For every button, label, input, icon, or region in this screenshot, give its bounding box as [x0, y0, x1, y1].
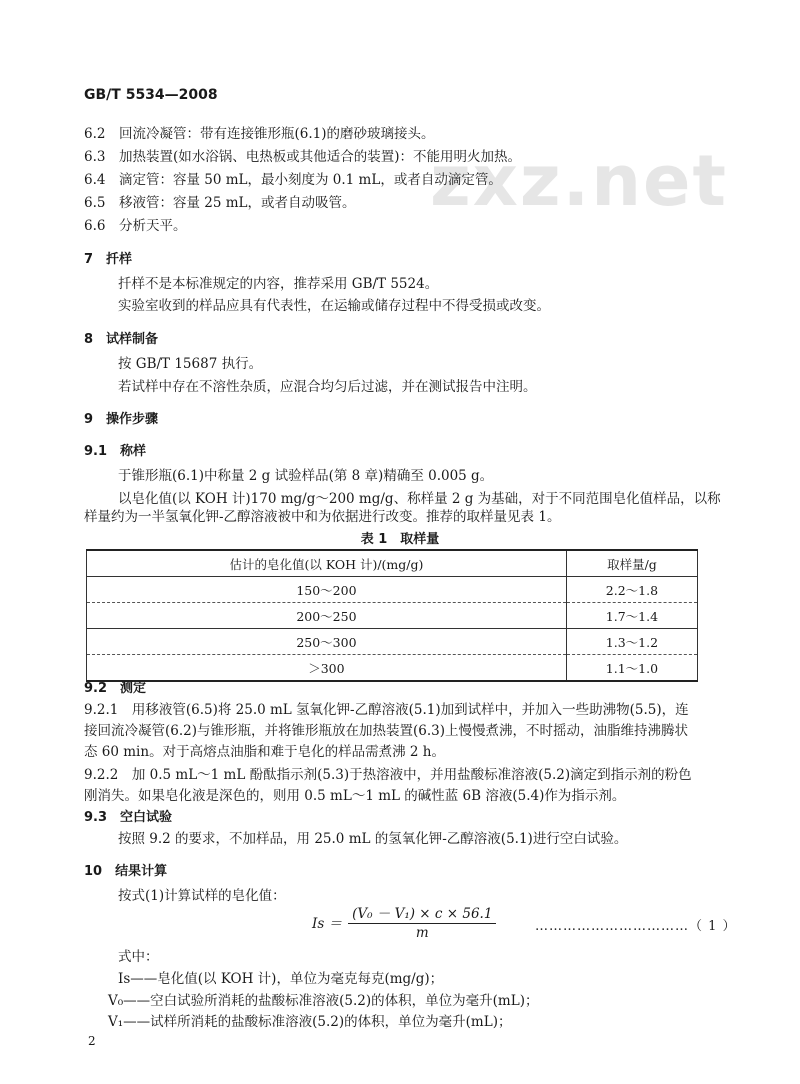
calculation-intro: 按式(1)计算试样的皂化值：	[118, 888, 286, 904]
page-number: 2	[88, 1034, 96, 1048]
section-9-3-heading: 9.3 空白试验	[84, 810, 173, 825]
table-cell: 1.3～1.2	[566, 629, 697, 655]
table-caption: 表 1 取样量	[360, 532, 440, 547]
saponification-formula	[312, 902, 496, 941]
watermark: zxz.net	[430, 140, 728, 222]
sampling-text-2: 实验室收到的样品应具有代表性，在运输或储存过程中不得受损或改变。	[118, 298, 550, 314]
sampling-text-1: 扦样不是本标准规定的内容，推荐采用 GB/T 5524。	[118, 276, 439, 292]
formula-numerator: (V₀ － V₁) × c × 56.1	[348, 902, 496, 924]
clause-6-2: 6.2 回流冷凝管：带有连接锥形瓶(6.1)的磨砂玻璃接头。	[84, 126, 435, 142]
formula-fraction	[348, 902, 496, 941]
clause-6-6: 6.6 分析天平。	[84, 218, 187, 234]
determination-text-2: 接回流冷凝管(6.2)与锥形瓶，并将锥形瓶放在加热装置(6.3)上慢慢煮沸，不时摇动，油脂维持沸腾状	[84, 723, 689, 739]
blank-test-text: 按照 9.2 的要求，不加样品，用 25.0 mL 的氢氧化钾-乙醇溶液(5.1)进行空白试验。	[118, 831, 628, 847]
section-9-2-heading: 9.2 测定	[84, 681, 147, 696]
determination-text-4: 9.2.2 加 0.5 mL～1 mL 酚酞指示剂(5.3)于热溶液中，并用盐酸标准溶液(5.2)滴定到指示剂的粉色	[84, 767, 692, 783]
weighing-text-1: 于锥形瓶(6.1)中称量 2 g 试验样品(第 8 章)精确至 0.005 g。	[118, 468, 494, 484]
section-7-heading: 7 扦样	[84, 252, 133, 267]
determination-text-5: 刚消失。如果皂化液是深色的，则用 0.5 mL～1 mL 的碱性蓝 6B 溶液(5.4)作为指示剂。	[84, 788, 626, 804]
prep-text-1: 按 GB/T 15687 执行。	[118, 356, 263, 372]
section-8-heading: 8 试样制备	[84, 332, 159, 347]
clause-6-3: 6.3 加热装置(如水浴锅、电热板或其他适合的装置)：不能用明火加热。	[84, 149, 522, 165]
clause-6-5: 6.5 移液管：容量 25 mL，或者自动吸管。	[84, 195, 356, 211]
variable-is: Is——皂化值(以 KOH 计)，单位为毫克每克(mg/g)；	[118, 971, 444, 987]
table-row	[87, 603, 698, 629]
section-10-heading: 10 结果计算	[84, 864, 168, 879]
weighing-text-3: 样量约为一半氢氧化钾-乙醇溶液被中和为依据进行改变。推荐的取样量见表 1。	[84, 509, 561, 525]
document-number: GB/T 5534—2008	[84, 87, 218, 103]
weighing-text-2: 以皂化值(以 KOH 计)170 mg/g～200 mg/g、称样量 2 g 为基础，对于不同范围皂化值样品，以称	[118, 491, 721, 507]
table-cell: 2.2～1.8	[566, 577, 697, 603]
clause-6-4: 6.4 滴定管：容量 50 mL，最小刻度为 0.1 mL，或者自动滴定管。	[84, 172, 502, 188]
section-9-1-heading: 9.1 称样	[84, 444, 147, 459]
prep-text-2: 若试样中存在不溶性杂质，应混合均匀后过滤，并在测试报告中注明。	[118, 379, 537, 395]
table-header-cell: 估计的皂化值(以 KOH 计)/(mg/g)	[87, 550, 567, 577]
determination-text-3: 态 60 min。对于高熔点油脂和难于皂化的样品需煮沸 2 h。	[84, 744, 445, 760]
formula-lhs: Is ＝	[312, 915, 343, 932]
where-label: 式中：	[118, 949, 159, 965]
table-row	[87, 629, 698, 655]
variable-v1: V₁——试样所消耗的盐酸标准溶液(5.2)的体积，单位为毫升(mL)；	[108, 1014, 512, 1030]
formula-denominator: m	[415, 925, 429, 941]
table-header-row	[87, 550, 698, 577]
determination-text-1: 9.2.1 用移液管(6.5)将 25.0 mL 氢氧化钾-乙醇溶液(5.1)加到试样中，并加入一些助沸物(5.5)，连	[84, 702, 689, 718]
table-cell: 1.1～1.0	[566, 655, 697, 682]
table-row	[87, 655, 698, 682]
table-cell: ＞300	[87, 655, 567, 682]
sample-table	[86, 549, 698, 682]
table-cell: 1.7～1.4	[566, 603, 697, 629]
table-cell: 200～250	[87, 603, 567, 629]
section-9-heading: 9 操作步骤	[84, 412, 159, 427]
equation-number: ……………………………（ 1 ）	[535, 919, 737, 934]
table-cell: 250～300	[87, 629, 567, 655]
table-row	[87, 577, 698, 603]
variable-v0: V₀——空白试验所消耗的盐酸标准溶液(5.2)的体积，单位为毫升(mL)；	[108, 993, 539, 1009]
table-cell: 150～200	[87, 577, 567, 603]
table-header-cell: 取样量/g	[566, 550, 697, 577]
